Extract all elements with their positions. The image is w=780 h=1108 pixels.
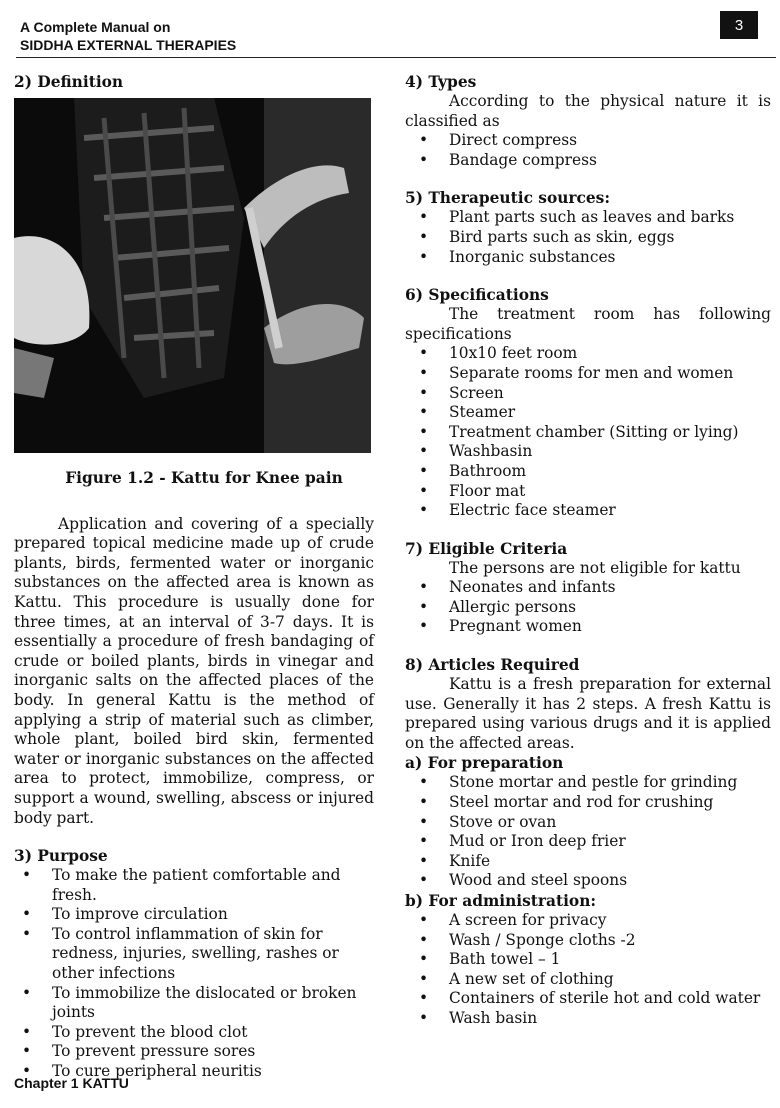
list-item: • Electric face steamer (419, 501, 616, 520)
list-item: • Separate rooms for men and women (419, 363, 734, 382)
knee-bandage-photo-illustration (14, 98, 371, 453)
types-section (405, 72, 771, 170)
list-item: • 10x10 feet room (419, 344, 578, 363)
preparation-heading: a) For preparation (405, 754, 564, 773)
list-item: • Wash basin (419, 1008, 538, 1027)
list-item: • Steel mortar and rod for crushing (419, 793, 714, 812)
specifications-intro: The treatment room has following specifications (405, 305, 771, 343)
types-intro: According to the physical nature it is classified as (405, 92, 771, 130)
header-title-line1: A Complete Manual on (20, 19, 171, 35)
list-item: • To prevent pressure sores (22, 1042, 256, 1061)
specifications-section (405, 285, 771, 521)
list-item: • A new set of clothing (419, 969, 614, 988)
types-heading: 4) Types (405, 73, 477, 91)
sources-section (405, 188, 771, 267)
list-item: • Stone mortar and pestle for grinding (419, 773, 738, 792)
preparation-list (405, 773, 771, 891)
header-rule (16, 57, 776, 58)
list-item: • Containers of sterile hot and cold water (419, 989, 761, 1008)
list-item: • Bath towel – 1 (419, 950, 561, 969)
list-item: • Mud or Iron deep frier (419, 832, 626, 851)
articles-section (405, 655, 771, 1029)
administration-list (405, 911, 771, 1029)
list-item: • Bathroom (419, 461, 527, 480)
list-item: • Floor mat (419, 481, 526, 500)
list-item: • Wash / Sponge cloths -2 (419, 930, 636, 949)
definition-section (14, 72, 374, 828)
list-item: • Pregnant women (419, 617, 582, 636)
definition-heading: 2) Definition (14, 73, 124, 91)
list-item: • Inorganic substances (419, 247, 616, 266)
definition-paragraph: Application and covering of a specially prepared topical medicine made up of crude plants, birds, fermented water or inorganic substances on the affected area is known as Kattu. This procedure is usually done for three times, at an interval of 3-7 days. It is essentially a procedure of fresh bandaging of crude or boiled plants, birds in vinegar and inorganic salts on the affected places of the body. In general Kattu is the method of applying a strip of material such as climber, whole plant, boiled bird skin, fermented water or inorganic substances on the affected area to protect, immobilize, compress, or support a wound, swelling, abscess or injured body part. (14, 514, 374, 827)
eligible-section (405, 539, 771, 637)
list-item: • To cure peripheral neuritis (22, 1062, 262, 1081)
header-title-line2: SIDDHA EXTERNAL THERAPIES (20, 37, 237, 53)
running-header (20, 18, 236, 54)
eligible-list (405, 578, 771, 637)
articles-heading: 8) Articles Required (405, 656, 580, 675)
chapter-footer: Chapter 1 KATTU (14, 1075, 129, 1091)
list-item: • Stove or ovan (419, 812, 557, 831)
right-column (405, 72, 771, 1029)
types-list (405, 131, 771, 170)
sources-heading: 5) Therapeutic sources: (405, 189, 611, 208)
list-item: • Neonates and infants (419, 578, 616, 597)
list-item: • Bird parts such as skin, eggs (419, 227, 675, 246)
left-column (14, 72, 374, 1082)
list-item: • Wood and steel spoons (419, 871, 628, 890)
articles-intro: Kattu is a fresh preparation for external use. Generally it has 2 steps. A fresh Kattu is prepared using various drugs and it is applied on the affected areas. (405, 675, 771, 752)
list-item: • To improve circulation (22, 905, 228, 924)
kattu-knee-photo (14, 98, 371, 453)
specifications-heading: 6) Specifications (405, 286, 549, 305)
list-item: • Direct compress (419, 131, 578, 150)
list-item: • To make the patient comfortable and fresh. (22, 866, 341, 904)
administration-heading: b) For administration: (405, 892, 597, 910)
eligible-intro: The persons are not eligible for kattu (449, 558, 741, 577)
list-item: • Allergic persons (419, 597, 577, 616)
list-item: • Bandage compress (419, 150, 597, 169)
sources-list (405, 208, 771, 267)
purpose-heading: 3) Purpose (14, 847, 108, 866)
list-item: • Washbasin (419, 442, 533, 461)
list-item: • Screen (419, 383, 504, 402)
list-item: • Steamer (419, 403, 516, 422)
list-item: • To control inflammation of skin for redness, injuries, swelling, rashes or other infections (22, 924, 339, 983)
list-item: • Knife (419, 851, 491, 870)
eligible-heading: 7) Eligible Criteria (405, 539, 568, 558)
list-item: • Plant parts such as leaves and barks (419, 208, 735, 227)
figure-caption: Figure 1.2 - Kattu for Knee pain (65, 469, 343, 487)
specifications-list (405, 344, 771, 520)
purpose-list (14, 866, 374, 1082)
list-item: • A screen for privacy (419, 911, 607, 929)
list-item: • To prevent the blood clot (22, 1022, 248, 1041)
list-item: • To immobilize the dislocated or broken joints (22, 983, 357, 1022)
list-item: • Treatment chamber (Sitting or lying) (419, 422, 739, 441)
purpose-section (14, 846, 374, 1082)
page-number: 3 (720, 11, 758, 39)
